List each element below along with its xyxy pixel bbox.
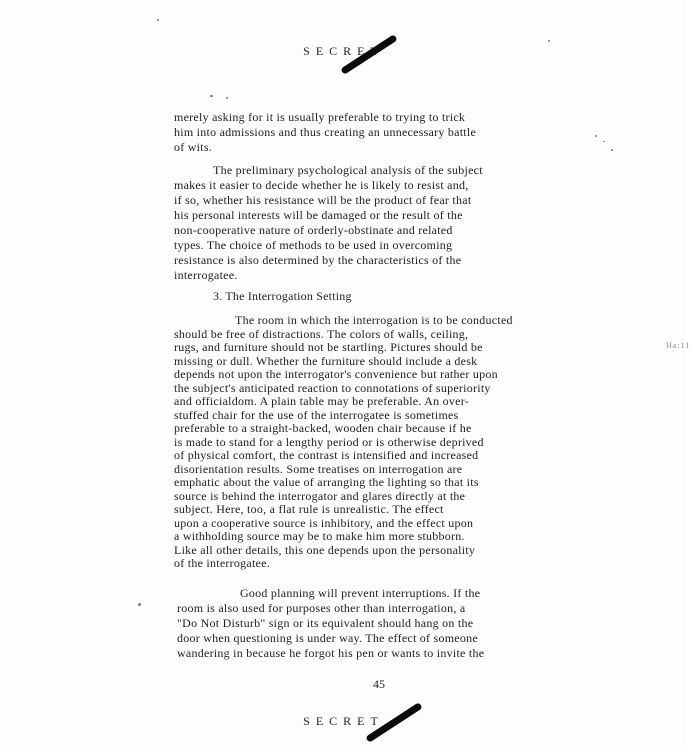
scan-speck — [611, 149, 613, 151]
body-line: stuffed chair for the use of the interrogatee is sometimes — [174, 407, 459, 422]
scan-speck — [595, 135, 597, 137]
body-line: of wits. — [174, 140, 212, 154]
body-line: his personal interests will be damaged or the result of the — [174, 208, 463, 222]
body-line: is made to stand for a lengthy period or is otherwise deprived — [174, 434, 484, 449]
body-line: and officialdom. A plain table may be preferable. An over- — [174, 394, 469, 408]
body-line: depends not upon the interrogator's convenience but rather upon — [174, 367, 498, 381]
top-classification-marking: SECRET — [303, 44, 384, 58]
scan-speck — [138, 603, 141, 606]
page-number: 45 — [373, 677, 385, 691]
body-line: source is behind the interrogator and glares directly at the — [174, 488, 466, 503]
body-line: rugs, and furniture should not be startling. Pictures should be — [174, 340, 483, 354]
body-line: merely asking for it is usually preferable to trying to trick — [174, 110, 466, 124]
body-line: The room in which the interrogation is to be conducted — [235, 313, 513, 327]
body-line: door when questioning is under way. The effect of someone — [177, 631, 478, 645]
body-line: preferable to a straight-backed, wooden chair because if he — [174, 421, 472, 435]
body-line: The preliminary psychological analysis of the subject — [213, 163, 483, 177]
margin-scan-mark: Ha:11 — [666, 341, 690, 350]
body-line: Good planning will prevent interruptions. If the — [240, 586, 481, 600]
body-line: resistance is also determined by the characteristics of the — [174, 253, 462, 267]
body-line: the subject's anticipated reaction to connotations of superiority — [174, 380, 491, 395]
body-line: him into admissions and thus creating an unnecessary battle — [174, 125, 477, 139]
body-line: wandering in because he forgot his pen or wants to invite the — [177, 646, 485, 660]
section-heading: 3. The Interrogation Setting — [213, 289, 352, 303]
body-line: emphatic about the value of arranging the lighting so that its — [174, 475, 479, 489]
scan-speck — [210, 95, 213, 97]
bottom-classification-marking: SECRET — [303, 714, 384, 728]
body-line: non-cooperative nature of orderly-obstinate and related — [174, 223, 453, 237]
body-line: should be free of distractions. The colors of walls, ceiling, — [174, 326, 469, 341]
body-line: missing or dull. Whether the furniture should include a desk — [174, 353, 478, 368]
body-line: makes it easier to decide whether he is likely to resist and, — [174, 178, 469, 192]
body-line: of physical comfort, the contrast is intensified and increased — [174, 448, 479, 462]
body-line: types. The choice of methods to be used in overcoming — [174, 238, 453, 252]
body-line: of the interrogatee. — [174, 556, 270, 570]
scan-speck — [226, 97, 228, 99]
body-line: disorientation results. Some treatises on interrogation are — [174, 461, 463, 476]
body-line: room is also used for purposes other than interrogation, a — [177, 601, 466, 615]
body-line: interrogatee. — [174, 268, 238, 282]
scan-speck — [603, 141, 605, 142]
body-line: a withholding source may be to make him more stubborn. — [174, 529, 465, 543]
body-line: subject. Here, too, a flat rule is unrealistic. The effect — [174, 502, 444, 516]
body-line: "Do Not Disturb" sign or its equivalent should hang on the — [177, 616, 474, 630]
scan-speck — [548, 40, 550, 42]
body-line: if so, whether his resistance will be the product of fear that — [174, 193, 472, 207]
scan-speck — [157, 19, 159, 21]
body-line: Like all other details, this one depends upon the personality — [174, 542, 476, 557]
body-line: upon a cooperative source is inhibitory, and the effect upon — [174, 515, 474, 530]
